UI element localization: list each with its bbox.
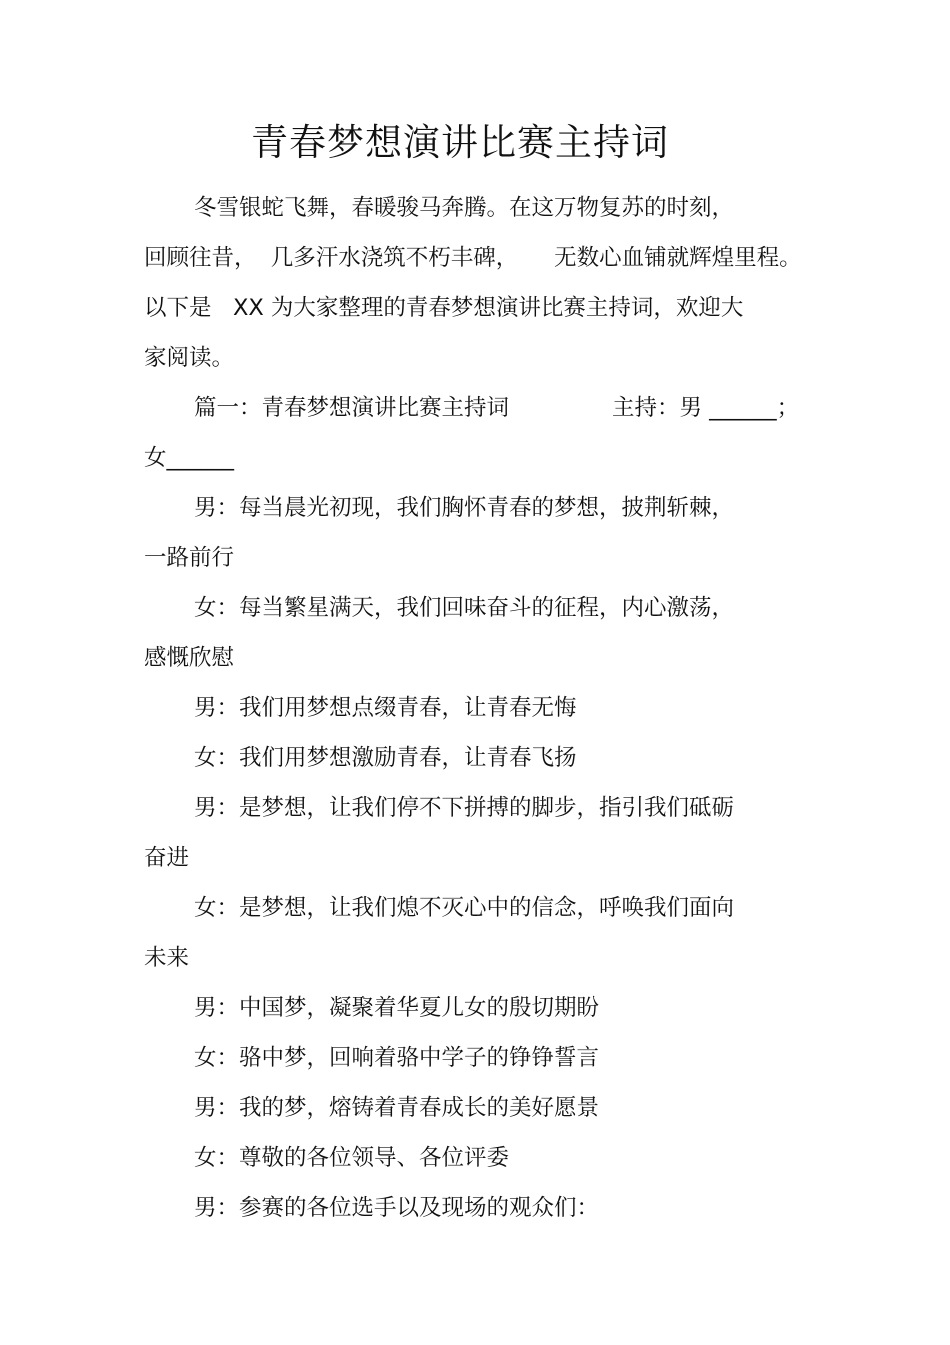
- dialogue-line: 奋进: [144, 845, 190, 871]
- dialogue-line: 男：每当晨光初现，我们胸怀青春的梦想，披荆斩棘，: [194, 495, 735, 521]
- dialogue-line: 女：是梦想，让我们熄不灭心中的信念，呼唤我们面向: [194, 895, 735, 921]
- intro-line: 回顾往昔， 几多汗水浇筑不朽丰碑， 无数心血铺就辉煌里程。: [144, 245, 802, 271]
- dialogue-line: 男：中国梦，凝聚着华夏儿女的殷切期盼: [194, 995, 600, 1021]
- dialogue-line: 男：我的梦，熔铸着青春成长的美好愿景: [194, 1095, 600, 1121]
- dialogue-line: 男：参赛的各位选手以及现场的观众们：: [194, 1195, 600, 1221]
- dialogue-line: 女：尊敬的各位领导、各位评委: [194, 1145, 510, 1171]
- dialogue-line: 女：每当繁星满天，我们回味奋斗的征程，内心激荡，: [194, 595, 735, 621]
- dialogue-line: 男：我们用梦想点缀青春，让青春无悔: [194, 695, 577, 721]
- intro-line: 以下是 XX 为大家整理的青春梦想演讲比赛主持词，欢迎大: [144, 295, 744, 321]
- host-female-label: 女______: [144, 445, 235, 471]
- dialogue-line: 男：是梦想，让我们停不下拼搏的脚步，指引我们砥砺: [194, 795, 735, 821]
- section-heading: 篇一：青春梦想演讲比赛主持词: [194, 395, 510, 421]
- intro-line: 冬雪银蛇飞舞，春暖骏马奔腾。在这万物复苏的时刻，: [194, 195, 735, 221]
- dialogue-line: 未来: [144, 945, 190, 971]
- document-title: 青春梦想演讲比赛主持词: [251, 121, 669, 164]
- dialogue-line: 女：我们用梦想激励青春，让青春飞扬: [194, 745, 577, 771]
- intro-line: 家阅读。: [144, 345, 235, 371]
- dialogue-line: 感慨欣慰: [144, 645, 235, 671]
- host-male-label: 主持：男 ______；: [612, 395, 800, 421]
- dialogue-line: 女：骆中梦，回响着骆中学子的铮铮誓言: [194, 1045, 600, 1071]
- dialogue-line: 一路前行: [144, 545, 235, 571]
